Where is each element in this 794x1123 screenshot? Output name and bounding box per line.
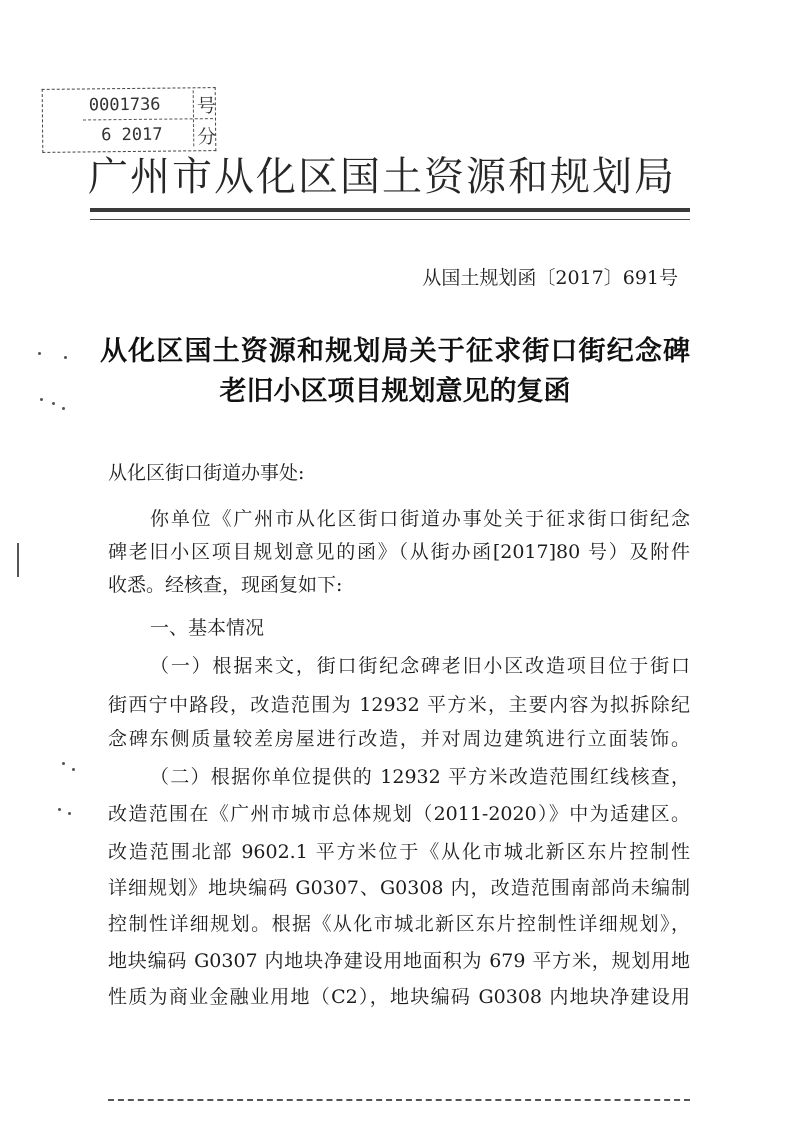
body-line: 改造范围在《广州市城市总体规划（2011-2020）》中为适建区。 (108, 803, 690, 825)
letterhead-org-name: 广州市从化区国土资源和规划局 (88, 154, 676, 200)
scan-artifact-dot (64, 356, 67, 359)
body-line: 你单位《广州市从化区街口街道办事处关于征求街口街纪念 (150, 508, 690, 530)
scan-artifact-dot (38, 352, 41, 355)
scan-artifact-dot (58, 808, 61, 811)
scan-artifact-dot (62, 762, 65, 765)
body-line: 收悉。经核查，现函复如下: (108, 574, 343, 596)
scan-artifact-dot (62, 407, 65, 410)
stamp-number-unit: 号 (196, 95, 216, 118)
document-number: 从国土规划函〔2017〕691号 (422, 267, 678, 289)
body-line: （一）根据来文，街口街纪念碑老旧小区改造项目位于街口 (150, 655, 690, 677)
scan-artifact-dot (40, 398, 43, 401)
letterhead-rule-thin (90, 219, 690, 220)
body-line: 念碑东侧质量较差房屋进行改造，并对周边建筑进行立面装饰。 (108, 728, 690, 750)
stamp-time-unit: 分 (197, 126, 217, 149)
recipient: 从化区街口街道办事处: (108, 462, 305, 484)
section-heading: 一、基本情况 (150, 617, 265, 639)
document-title-line-2: 老旧小区项目规划意见的复函 (219, 376, 571, 407)
body-line: 地块编码 G0307 内地块净建设用地面积为 679 平方米，规划用地 (108, 950, 690, 972)
document-title-line-1: 从化区国土资源和规划局关于征求街口街纪念碑 (100, 336, 690, 367)
stamp-date: 6 2017 (101, 124, 163, 146)
body-line: 街西宁中路段，改造范围为 12932 平方米，主要内容为拟拆除纪 (108, 694, 690, 716)
body-line: （二）根据你单位提供的 12932 平方米改造范围红线核查， (150, 766, 690, 788)
scan-artifact-dot (72, 768, 75, 771)
page-bottom-rule (108, 1099, 690, 1101)
scan-artifact-line (17, 543, 19, 577)
body-line: 详细规划》地块编码 G0307、G0308 内，改造范围南部尚未编制 (108, 877, 690, 899)
body-line: 碑老旧小区项目规划意见的函》（从街办函[2017]80 号）及附件 (108, 541, 690, 563)
body-line: 控制性详细规划。根据《从化市城北新区东片控制性详细规划》， (108, 913, 690, 935)
letterhead-rule-thick (90, 208, 690, 212)
body-line: 性质为商业金融业用地（C2），地块编码 G0308 内地块净建设用 (108, 986, 690, 1008)
scan-artifact-dot (68, 812, 71, 815)
body-line: 改造范围北部 9602.1 平方米位于《从化市城北新区东片控制性 (108, 841, 690, 863)
stamp-number: 0001736 (88, 94, 161, 116)
receipt-stamp (42, 87, 217, 153)
scan-artifact-dot (52, 402, 55, 405)
